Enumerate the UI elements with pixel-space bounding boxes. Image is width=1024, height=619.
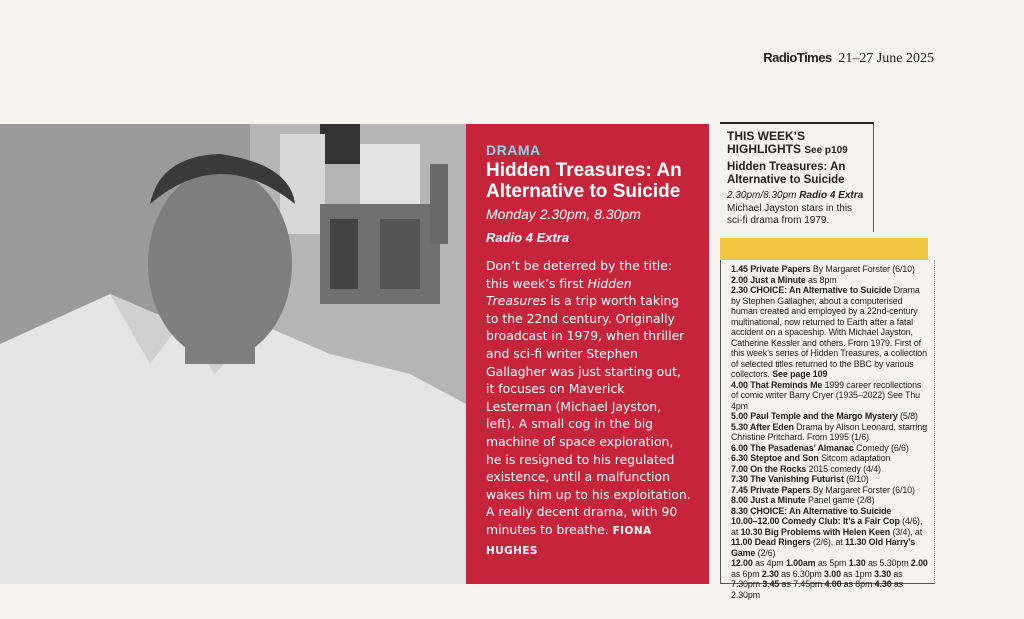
- feature-photo: [0, 124, 466, 584]
- listing-entry-title: 2.30: [761, 568, 779, 579]
- feature-body: [486, 257, 691, 560]
- listing-entry-detail: as 5pm: [815, 558, 849, 568]
- listing-entry-title: 5.00 Paul Temple and the Margo Mystery: [731, 411, 898, 421]
- listing-entry-detail: Drama by Alison Leonard, starring Christine Pritchard. From 1995 (1/6): [731, 421, 928, 442]
- listing-entry-detail: By Margaret Forster (6/10): [810, 484, 915, 495]
- listing-entry-title: 10.30 Big Problems with Helen Keen: [740, 526, 891, 537]
- listing-entry-detail: as 4pm: [752, 558, 786, 568]
- feature-body-emphasis: Hidden Treasures: [486, 275, 632, 309]
- schedule-header-bar: [720, 238, 928, 260]
- highlights-heading: [727, 130, 867, 157]
- listing-entry-detail: (2/6): [755, 547, 776, 558]
- listing-entry-title: See page 109: [772, 369, 828, 379]
- listing-entry-title: 6.30 Steptoe and Son: [731, 453, 819, 463]
- listing-entry-title: 4.30: [874, 579, 892, 589]
- feature-title: Hidden Treasures: An Alternative to Suicide: [486, 160, 682, 202]
- listing-entry-detail: as 2.30pm: [731, 579, 904, 600]
- listing-entry-title: 11.30 Old Harry’s Game: [731, 537, 916, 558]
- listing-entry-title: 12.00: [731, 558, 753, 568]
- masthead-brand: RadioTimes: [763, 50, 832, 65]
- feature-body-text: is a trip worth taking to the 22nd century. Originally broadcast in 1979, when thriller and sci-fi writer Stephen Gallagher was just starting out, it focuses on Maverick Lesterman (Michael Jayston, left). A small cog in the big machine of space exploration, he is resigned to his regulated existence, until a malfunction wakes him up to his exploitation. A really decent drama, with 90 minutes to breathe.: [486, 293, 691, 537]
- listing-entry-detail: (5/8): [897, 411, 918, 421]
- listing-entry-detail: (4/6), at: [731, 516, 923, 537]
- listing-entry-detail: as 6pm: [731, 568, 762, 579]
- listing-entry-detail: (2/6), at: [810, 537, 846, 547]
- listing-entry-title: 4.00 That Reminds Me: [731, 379, 823, 390]
- listing-entry-title: 3.30: [874, 568, 892, 579]
- listing-entry-title: 7.30 The Vanishing Futurist: [731, 474, 844, 484]
- listing-entry-detail: (6/10): [843, 474, 869, 484]
- feature-body-text: Don’t be deterred by the title: this week’s first: [486, 258, 673, 291]
- feature-panel: [466, 124, 709, 584]
- listing-entry-detail: Panel game (2/8): [805, 495, 875, 505]
- listing-entry-detail: Drama by Stephen Gallagher, about a computerised human created and employed by a 22nd-century multinational, now returned to Earth after a fatal accident on a spaceship. With Michael Jayston, Catherine Kessler and others. From 1979. First of this week’s series of Hidden Treasures, a collection of selected titles returned to the BBC by various collectors.: [731, 285, 927, 379]
- masthead-dates: 21–27 June 2025: [838, 51, 934, 66]
- listing-entry-title: 2.00 Just a Minute: [731, 274, 806, 285]
- listing-entry-title: 3.45: [762, 579, 780, 589]
- listing-entry-detail: as 1pm: [840, 568, 875, 579]
- listing-entry-title: 3.00: [824, 568, 841, 579]
- listing-entry-title: 4.00: [824, 579, 842, 589]
- listing-entry-title: 10.00–12.00 Comedy Club: It’s a Fair Cop: [731, 516, 900, 526]
- listing-entry-detail: as 6.30pm: [778, 568, 825, 579]
- listing-entry-title: 5.30 After Eden: [731, 421, 794, 432]
- listing-entry-detail: 2015 comedy (4/4): [806, 463, 881, 474]
- listing-entry-title: 6.00 The Pasadenas’ Almanac: [731, 442, 854, 453]
- listing-entry-title: 8.30 CHOICE: An Alternative to Suicide: [731, 505, 892, 516]
- listing-entry-detail: as 8pm: [805, 274, 837, 285]
- listing-entry-detail: (3/4), at: [890, 526, 923, 537]
- highlights-time: 2.30pm/8.30pm: [727, 190, 797, 201]
- highlights-see-ref: See p109: [804, 145, 848, 156]
- feature-time: Monday 2.30pm, 8.30pm: [486, 206, 641, 222]
- listing-entry-title: 2.30 CHOICE: An Alternative to Suicide: [731, 285, 892, 295]
- highlights-box: [720, 122, 874, 232]
- listing-entry-title: 11.00 Dead Ringers: [731, 537, 811, 547]
- listing-entry-title: 7.00 On the Rocks: [731, 463, 807, 474]
- highlights-station: Radio 4 Extra: [799, 190, 864, 201]
- listing-entry-detail: as 8pm: [841, 579, 875, 589]
- listing-entry-detail: as 5.30pm: [865, 558, 911, 568]
- listing-entry-detail: Comedy (6/6): [853, 442, 909, 453]
- feature-station: Radio 4 Extra: [486, 230, 570, 245]
- highlights-description: Michael Jayston stars in this sci-fi drama from 1979.: [727, 203, 853, 226]
- listing-entry-detail: 1999 career recollections of comic writer Barry Cryer (1935–2022) See Thu 4pm: [731, 379, 922, 411]
- highlights-heading-text: THIS WEEK’S HIGHLIGHTS: [727, 129, 806, 156]
- listing-entry-title: 1.30: [848, 558, 866, 568]
- listing-entry-title: 2.00: [910, 558, 928, 568]
- listing-entry-title: 1.45 Private Papers: [731, 264, 811, 274]
- feature-kicker: DRAMA: [486, 142, 541, 158]
- masthead: [763, 50, 934, 67]
- listing-entry-title: 8.00 Just a Minute: [731, 495, 806, 505]
- listing-entry-detail: as 7.30pm: [731, 568, 903, 589]
- listing-entry-detail: Sitcom adaptation: [818, 453, 891, 463]
- schedule-listing: [720, 260, 935, 600]
- highlights-programme: Hidden Treasures: An Alternative to Suicide: [727, 161, 846, 186]
- feature-byline: FIONA HUGHES: [486, 524, 652, 557]
- man-portrait-illustration: [0, 124, 466, 584]
- listing-entry-detail: as 7.45pm: [779, 579, 825, 589]
- listing-entry-title: 1.00am: [785, 558, 816, 568]
- highlights-time-line: [727, 190, 867, 201]
- listing-entry-title: 7.45 Private Papers: [731, 484, 811, 495]
- listing-entry-detail: By Margaret Forster (6/10): [810, 264, 915, 274]
